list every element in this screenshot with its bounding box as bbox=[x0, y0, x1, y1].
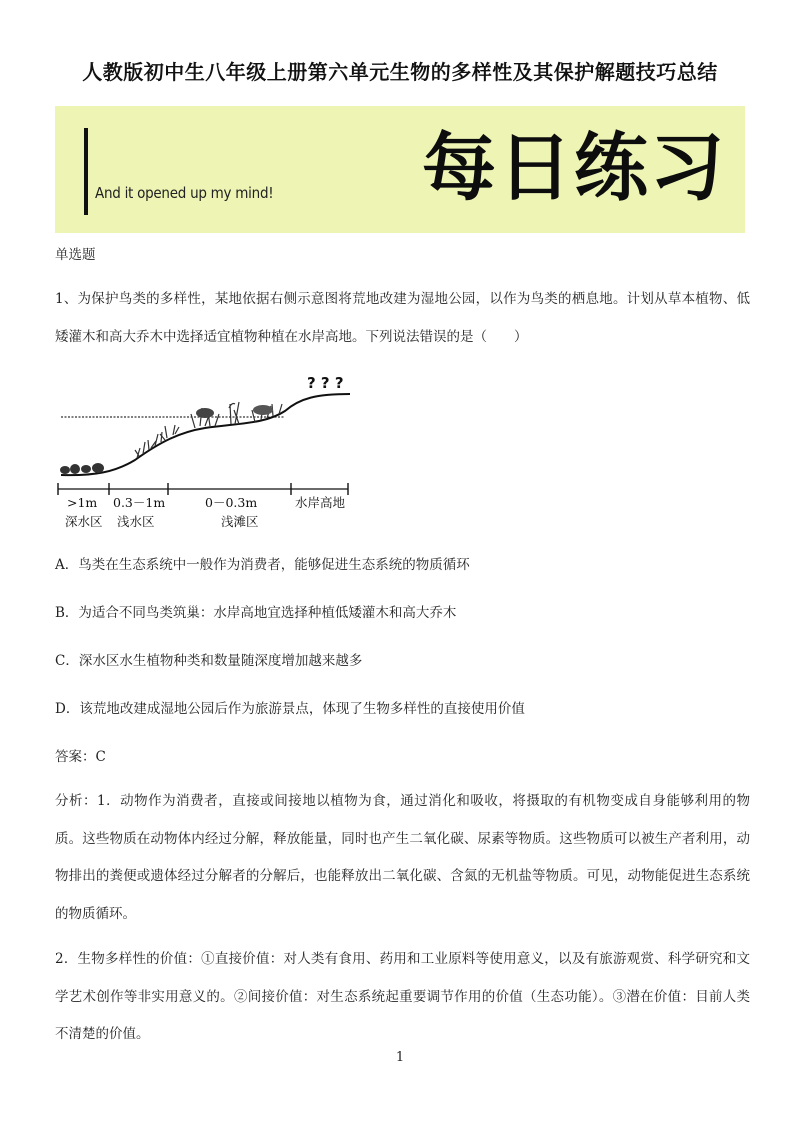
daily-practice-banner bbox=[55, 106, 745, 233]
document-title: 人教版初中生八年级上册第六单元生物的多样性及其保护解题技巧总结 bbox=[82, 60, 718, 84]
section-label: 单选题 bbox=[55, 247, 96, 263]
banner-accent-bar bbox=[84, 128, 88, 215]
option-c[interactable] bbox=[55, 651, 362, 671]
answer-line: 答案：C bbox=[55, 749, 106, 765]
zone-depth-deep: >1m bbox=[67, 495, 98, 510]
deep-water-plants bbox=[60, 463, 104, 474]
analysis-paragraph-1: 分析：1．动物作为消费者，直接或间接地以植物为食，通过消化和吸收，将摄取的有机物变成自身能够利用的物质。这些物质在动物体内经过分解，释放能量，同时也产生二氧化碳、尿素等物质。这些物质可以被生产者利用，动物排出的粪便或遗体经过分解者的分解后，也能释放出二氧化碳、含氮的无机盐等物质。可见，动物能促进生态系统的物质循环。 bbox=[55, 793, 750, 922]
zone-depth-shallow: 0.3－1m bbox=[113, 495, 166, 510]
banner-tagline: And it opened up my mind! bbox=[95, 184, 274, 202]
zone-name-shallow: 浅水区 bbox=[117, 514, 155, 529]
analysis-paragraph-2: 2．生物多样性的价值：①直接价值：对人类有食用、药用和工业原料等使用意义，以及有旅游观赏、科学研究和文学艺术创作等非实用意义的。②间接价值：对生态系统起重要调节作用的价值（生态功能）。③潜在价值：目前人类不清楚的价值。 bbox=[55, 951, 750, 1042]
option-d-letter: D． bbox=[55, 701, 80, 717]
option-d[interactable] bbox=[55, 699, 525, 719]
option-a-text: 鸟类在生态系统中一般作为消费者，能够促进生态系统的物质循环 bbox=[78, 557, 470, 573]
option-d-text: 该荒地改建成湿地公园后作为旅游景点，体现了生物多样性的直接使用价值 bbox=[79, 701, 525, 717]
zone-name-shoal: 浅滩区 bbox=[221, 514, 259, 529]
zone-depth-shoal: 0－0.3m bbox=[205, 495, 258, 510]
option-c-letter: C． bbox=[55, 653, 79, 669]
question-stem: 1、为保护鸟类的多样性，某地依据右侧示意图将荒地改建为湿地公园，以作为鸟类的栖息地。计划从草本植物、低矮灌木和高大乔木中选择适宜植物种植在水岸高地。下列说法错误的是（ ） bbox=[55, 291, 750, 345]
unknown-plants-marks: ? ? ? bbox=[307, 374, 344, 392]
option-c-text: 深水区水生植物种类和数量随深度增加越来越多 bbox=[78, 653, 363, 669]
option-a[interactable] bbox=[55, 555, 470, 575]
banner-heading: 每日练习 bbox=[422, 125, 726, 211]
terrain-profile bbox=[61, 394, 350, 475]
option-b[interactable] bbox=[55, 603, 456, 623]
wetland-diagram bbox=[55, 368, 365, 538]
page-number: 1 bbox=[395, 1050, 405, 1065]
zone-depth-highland: 水岸高地 bbox=[295, 495, 346, 510]
option-a-letter: A． bbox=[55, 557, 79, 573]
zone-name-deep: 深水区 bbox=[65, 514, 103, 529]
option-b-letter: B． bbox=[55, 605, 79, 621]
shallow-water-plants bbox=[135, 425, 179, 458]
option-b-text: 为适合不同鸟类筑巢：水岸高地宜选择种植低矮灌木和高大乔木 bbox=[78, 605, 457, 621]
